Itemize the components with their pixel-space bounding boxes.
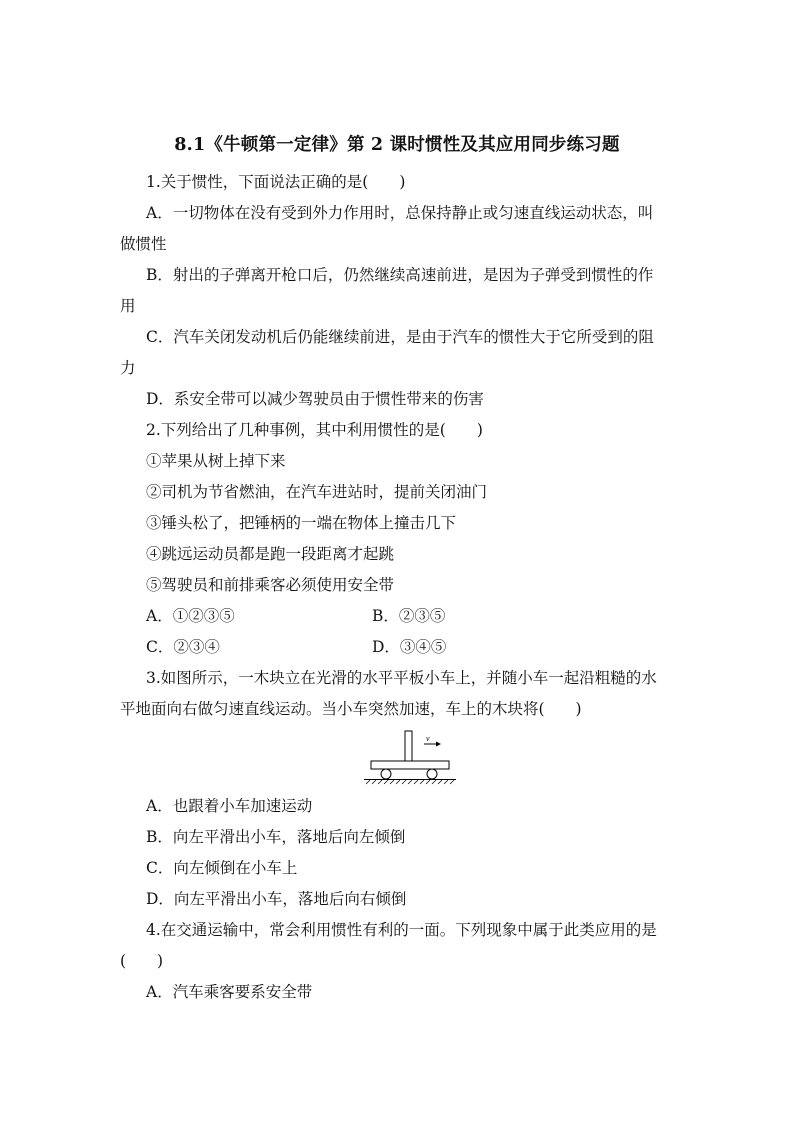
q1-option-b-line1: B．射出的子弹离开枪口后，仍然继续高速前进，是因为子弹受到惯性的作: [146, 266, 654, 284]
cart-wheel-left: [381, 769, 391, 779]
q1-stem: 1.关于惯性，下面说法正确的是( ): [146, 173, 406, 191]
q3-stem-line2: 平地面向右做匀速直线运动。当小车突然加速，车上的木块将( ): [120, 700, 582, 718]
cart-plate: [371, 761, 449, 769]
q4-stem-line2: ( ): [120, 952, 164, 970]
q2-option-c: C．②③④: [146, 638, 220, 656]
ground-hatching: [366, 780, 454, 784]
q3-option-c: C．向左倾倒在小车上: [146, 859, 298, 877]
q2-example-1: ①苹果从树上掉下来: [146, 452, 286, 470]
q1-option-d: D．系安全带可以减少驾驶员由于惯性带来的伤害: [146, 390, 484, 408]
q2-example-3: ③锤头松了，把锤柄的一端在物体上撞击几下: [146, 514, 457, 532]
wooden-block: [405, 731, 412, 761]
q1-option-b-line2: 用: [120, 297, 136, 315]
q4-stem-line1: 4.在交通运输中，常会利用惯性有利的一面。下列现象中属于此类应用的是: [146, 921, 657, 939]
q2-example-4: ④跳远运动员都是跑一段距离才起跳: [146, 545, 395, 563]
q3-option-d: D．向左平滑出小车，落地后向右倾倒: [146, 890, 407, 908]
cart-block-figure: [364, 730, 456, 786]
q3-option-a: A．也跟着小车加速运动: [146, 797, 313, 815]
q2-option-a: A．①②③⑤: [146, 607, 235, 625]
q1-option-a-line1: A．一切物体在没有受到外力作用时，总保持静止或匀速直线运动状态，叫: [146, 204, 654, 222]
q3-option-b: B．向左平滑出小车，落地后向左倾倒: [146, 828, 406, 846]
q1-option-a-line2: 做惯性: [120, 235, 167, 253]
q2-stem: 2.下列给出了几种事例，其中利用惯性的是( ): [146, 421, 483, 439]
q2-option-b: B．②③⑤: [372, 607, 446, 625]
q3-stem-line1: 3.如图所示，一木块立在光滑的水平平板小车上，并随小车一起沿粗糙的水: [146, 669, 657, 687]
q2-option-d: D．③④⑤: [372, 638, 447, 656]
q2-example-2: ②司机为节省燃油，在汽车进站时，提前关闭油门: [146, 483, 488, 501]
q4-option-a: A．汽车乘客要系安全带: [146, 983, 313, 1001]
q1-option-c-line2: 力: [120, 359, 136, 377]
cart-wheel-right: [427, 769, 437, 779]
velocity-arrow-icon: [436, 742, 441, 747]
velocity-label: v: [426, 734, 430, 743]
q2-example-5: ⑤驾驶员和前排乘客必须使用安全带: [146, 576, 395, 594]
q1-option-c-line1: C．汽车关闭发动机后仍能继续前进，是由于汽车的惯性大于它所受到的阻: [146, 328, 654, 346]
page-title: 8.1《牛顿第一定律》第 2 课时惯性及其应用同步练习题: [174, 135, 620, 155]
